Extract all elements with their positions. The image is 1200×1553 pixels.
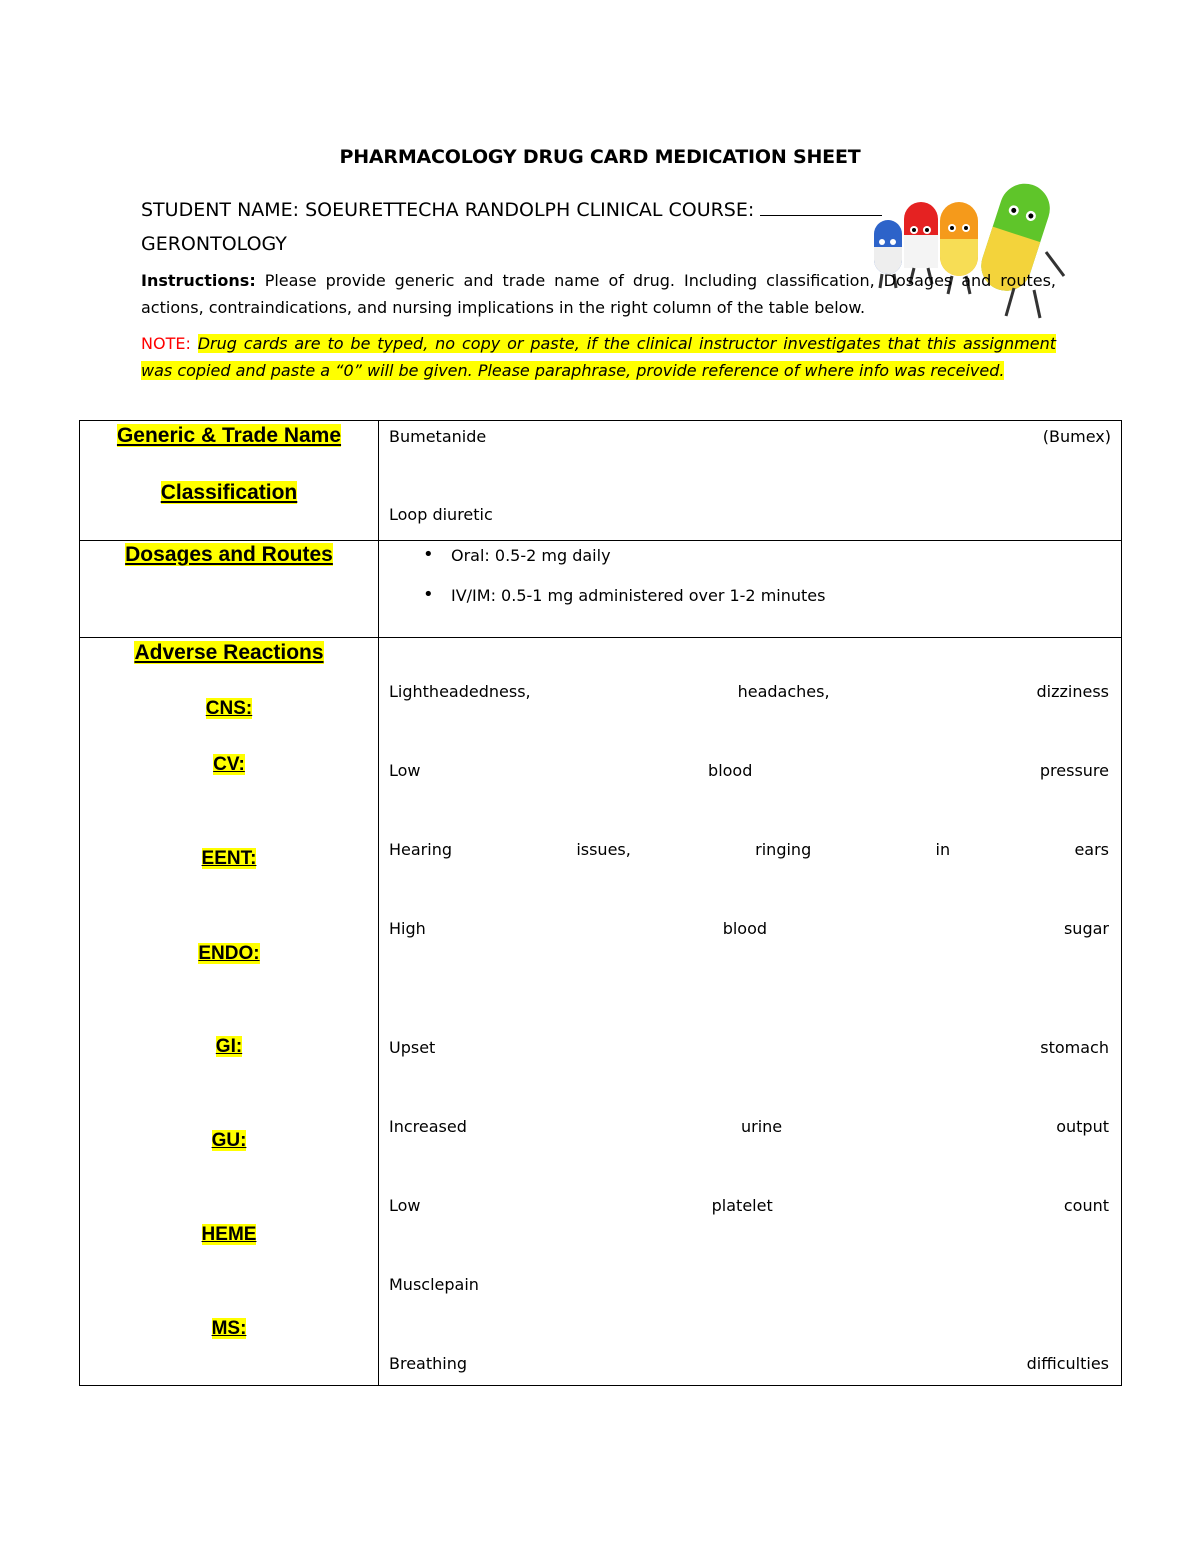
reaction-word: in: [935, 840, 951, 859]
label-cell: [80, 541, 379, 638]
value-cell: [379, 541, 1122, 638]
reaction-word: Breathing: [389, 1354, 468, 1373]
drug-card-table: [79, 420, 1122, 1386]
value-cell: [379, 421, 1122, 541]
note-text: Drug cards are to be typed, no copy or paste, if the clinical instructor investigates that this assignment was copied and paste a “0” will be given. Please paraphrase, provide reference of where info was received.: [141, 334, 1057, 380]
note-label: NOTE:: [141, 334, 191, 353]
reaction-word: blood: [708, 761, 753, 780]
reaction-word: headaches,: [737, 682, 830, 701]
reaction-word: issues,: [576, 840, 631, 859]
label-cell: [80, 638, 379, 1386]
reaction-word: Low: [389, 761, 421, 780]
adverse-reactions-label: Adverse Reactions: [134, 641, 324, 664]
reaction-line: [389, 1117, 1109, 1136]
dosages-routes-label: Dosages and Routes: [125, 543, 333, 566]
table-row: [80, 541, 1122, 638]
reaction-word: Increased: [389, 1117, 467, 1136]
reaction-word: sugar: [1063, 919, 1109, 938]
reaction-word: Low: [389, 1196, 421, 1215]
reaction-line: [389, 761, 1109, 780]
reaction-line: [389, 840, 1109, 859]
reaction-word: dizziness: [1036, 682, 1109, 701]
reaction-word: difficulties: [1026, 1354, 1109, 1373]
table-row: [80, 638, 1122, 1386]
reaction-word: stomach: [1040, 1038, 1109, 1057]
system-label: CV:: [213, 754, 245, 775]
reaction-line: [389, 919, 1109, 938]
reaction-line: [389, 1038, 1109, 1057]
reaction-word: output: [1056, 1117, 1109, 1136]
system-label: EENT:: [201, 848, 257, 869]
label-cell: [80, 421, 379, 541]
reaction-line: [389, 1354, 1109, 1373]
system-label: HEME: [201, 1224, 257, 1245]
reaction-word: Lightheadedness,: [389, 682, 531, 701]
classification-value: Loop diuretic: [389, 505, 493, 524]
student-line: STUDENT NAME: SOEURETTECHA RANDOLPH CLINICAL COURSE:: [141, 199, 755, 221]
list-item: • Oral: 0.5-2 mg daily: [379, 546, 1121, 566]
course-value: GERONTOLOGY: [141, 233, 287, 255]
list-item: • IV/IM: 0.5-1 mg administered over 1-2 minutes: [379, 586, 1121, 606]
system-label: ENDO:: [198, 943, 260, 964]
generic-trade-label: Generic & Trade Name: [116, 424, 342, 447]
reaction-line: [389, 682, 1109, 701]
reaction-word: count: [1063, 1196, 1109, 1215]
reaction-line: [389, 1275, 479, 1294]
reaction-word: blood: [722, 919, 768, 938]
adverse-reactions-cell: [379, 638, 1122, 1386]
system-label: GU:: [211, 1130, 247, 1151]
page-title: PHARMACOLOGY DRUG CARD MEDICATION SHEET: [339, 146, 861, 168]
reaction-word: Musclepain: [389, 1275, 479, 1294]
reaction-line: [389, 1196, 1109, 1215]
system-label: MS:: [211, 1318, 247, 1339]
classification-label: Classification: [160, 481, 298, 504]
system-label: CNS:: [205, 698, 253, 719]
generic-name: Bumetanide: [389, 427, 487, 446]
reaction-word: High: [389, 919, 426, 938]
table-row: [80, 421, 1122, 541]
note-paragraph: [141, 330, 1056, 384]
reaction-word: pressure: [1039, 761, 1109, 780]
reaction-word: ringing: [755, 840, 812, 859]
reaction-word: platelet: [711, 1196, 773, 1215]
trade-name: (Bumex): [1042, 427, 1111, 446]
reaction-word: ears: [1074, 840, 1109, 859]
reaction-word: urine: [740, 1117, 783, 1136]
reaction-word: Upset: [389, 1038, 436, 1057]
instructions-paragraph: [141, 267, 1056, 321]
instructions-label: Instructions:: [141, 271, 256, 290]
reaction-word: Hearing: [389, 840, 452, 859]
system-label: GI:: [215, 1036, 243, 1057]
instructions-text: Please provide generic and trade name of drug. Including classification, Dosages and routes, actions, contraindications, and nursing implications in the right column of the table below.: [141, 271, 1056, 317]
